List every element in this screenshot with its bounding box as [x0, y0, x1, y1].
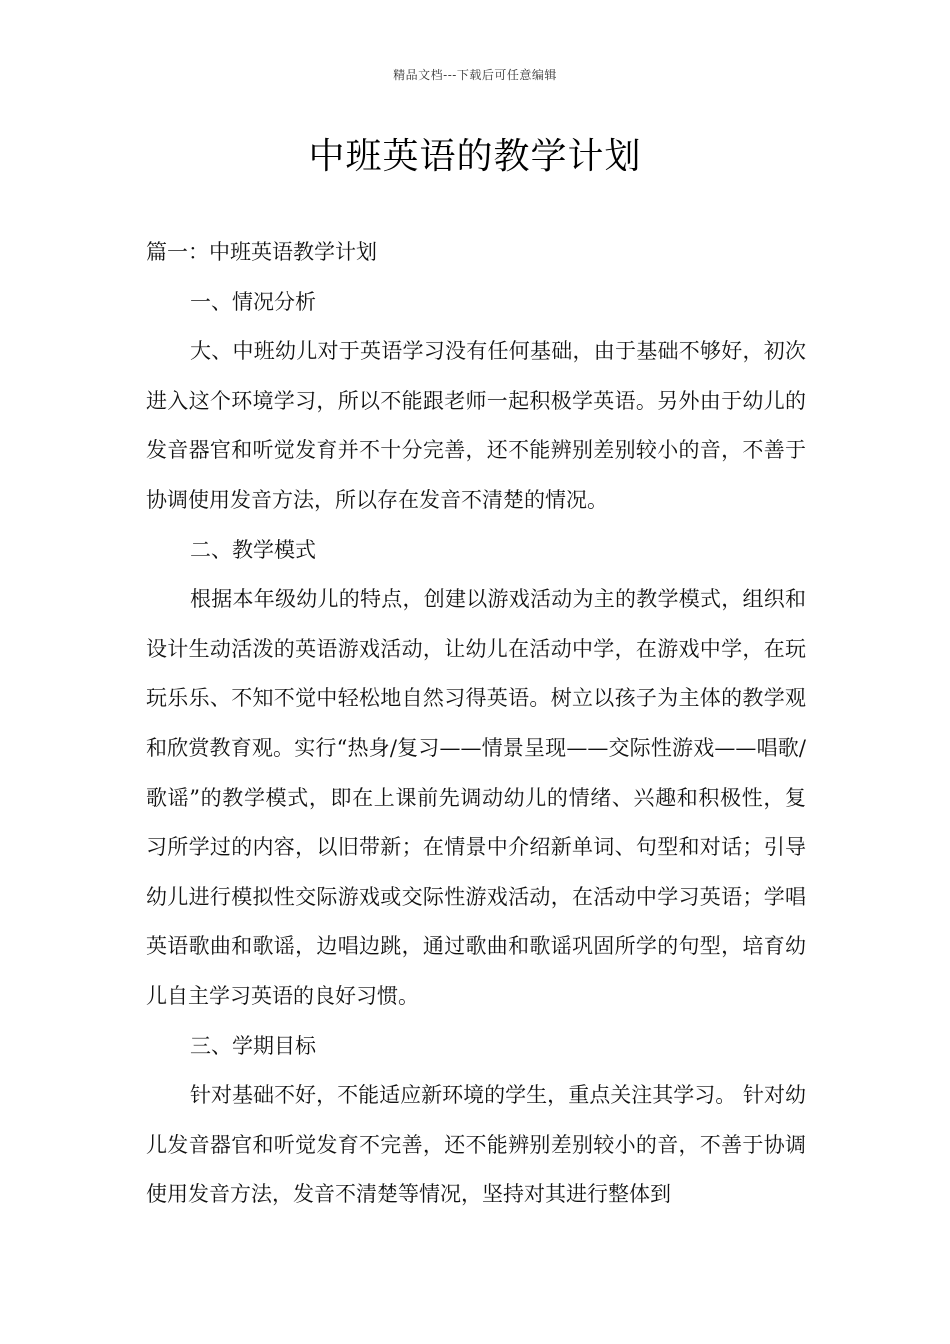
- section-heading-semester-goals: 三、学期目标: [190, 1033, 316, 1058]
- section-heading-teaching-mode: 二、教学模式: [190, 537, 316, 562]
- section-heading-situation: 一、情况分析: [190, 289, 316, 314]
- document-body: [146, 228, 806, 1220]
- header-note: 精品文档---下载后可任意编辑: [393, 68, 557, 82]
- part-heading: 篇一：中班英语教学计划: [146, 240, 377, 264]
- paragraph-situation: 大、中班幼儿对于英语学习没有任何基础，由于基础不够好，初次进入这个环境学习，所以不能跟老师一起积极学英语。另外由于幼儿的发音器官和听觉发育并不十分完善，还不能辨别差别较小的音，不善于协调使用发音方法，所以存在发音不清楚的情况。: [146, 339, 806, 512]
- document-title: 中班英语的教学计划: [308, 136, 642, 177]
- paragraph-semester-goals: 针对基础不好，不能适应新环境的学生，重点关注其学习。 针对幼儿发音器官和听觉发育不完善，还不能辨别差别较小的音，不善于协调使用发音方法，发音不清楚等情况，坚持对其进行整体到: [146, 1083, 806, 1207]
- paragraph-teaching-mode: 根据本年级幼儿的特点，创建以游戏活动为主的教学模式，组织和设计生动活泼的英语游戏活动，让幼儿在活动中学，在游戏中学，在玩玩乐乐、不知不觉中轻松地自然习得英语。树立以孩子为主体的教学观和欣赏教育观。实行“热身/复习——情景呈现——交际性游戏——唱歌/歌谣”的教学模式，即在上课前先调动幼儿的情绪、兴趣和积极性，复习所学过的内容，以旧带新；在情景中介绍新单词、句型和对话；引导幼儿进行模拟性交际游戏或交际性游戏活动，在活动中学习英语；学唱英语歌曲和歌谣，边唱边跳，通过歌曲和歌谣巩固所学的句型，培育幼儿自主学习英语的良好习惯。: [146, 587, 806, 1008]
